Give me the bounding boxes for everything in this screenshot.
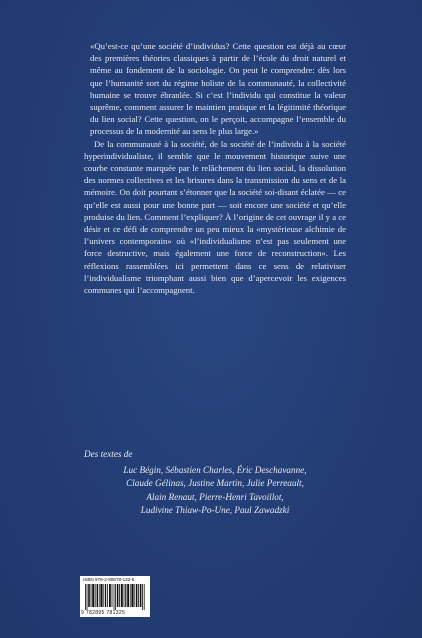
body-paragraph: De la communauté à la société, de la société de l’individu à la société hyperindividualiste, il semble que le mouvement historique suive une courbe constante marquée par le relâchement du lien social, la dissolution des normes collectives et les brisures dans la transmission du sens et de la mémoire. On doit pourtant s’étonner que la société soi-disant éclatée — ce qu’elle est aussi pour une bonne part — soit encore une société et qu’elle produise du lien. Comment l’expliquer? À l’origine de cet ouvrage il y a ce désir et ce défi de comprendre un peu mieux la «mystérieuse alchimie de l’univers contemporain» où «l’individualisme n’est pas seulement une force destructive, mais également une force de reconstruction». Les réflexions rassemblées ici permettent dans ce sens de relativiser l’individualisme triomphant aussi bien que d’apercevoir les exigences communes qui l’accompagnent. [84,138,346,296]
authors-intro: Des textes de [84,449,133,459]
authors-line: Claude Gélinas, Justine Martin, Julie Perreault, [126,478,304,489]
authors-line: Luc Bégin, Sébastien Charles, Éric Deschavanne, [123,465,307,476]
authors-line: Alain Renaut, Pierre-Henri Tavoillot, [146,491,284,502]
barcode-bars-icon [85,584,145,610]
barcode [80,576,150,617]
authors-list [84,464,346,517]
text-column [84,40,346,296]
authors-line: Ludivine Thiaw-Po-Une, Paul Zawadzki [140,504,290,515]
opening-quote: «Qu’est-ce qu’une société d’individus? Cette question est déjà au cœur des premières théories classiques à partir de l’école du droit naturel et même au fondement de la sociologie. On peut le comprendre: dès lors que l’humanité sort du régime holiste de la communauté, la collectivité humaine se trouve ébranlée. Si c’est l’individu qui constitue la valeur suprême, comment assurer le maintien pratique et la légitimité théorique du lien social? Cette question, on le perçoit, accompagne l’ensemble du processus de la modernité au sens le plus large.» [90,41,346,137]
isbn-label: ISBN 978-2-89578-132-5 [83,577,135,582]
barcode-digits: 9 782895 781325 [81,610,126,616]
authors-block [84,448,346,517]
